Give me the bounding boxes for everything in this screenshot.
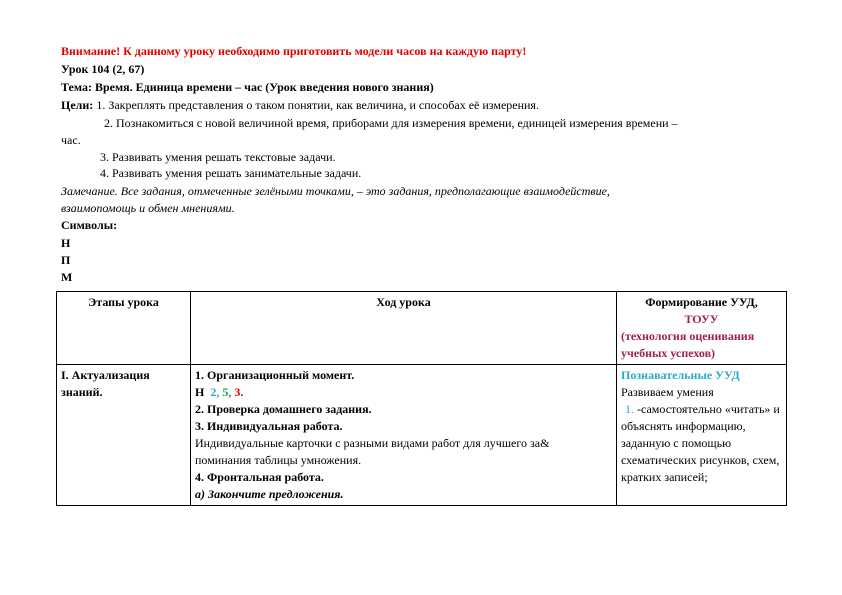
theme-label: Тема: (61, 80, 92, 94)
course-cell (191, 365, 617, 506)
table-row (57, 365, 787, 506)
item-3: 3. Индивидуальная работа. (195, 419, 343, 433)
note-line-1: Замечание. Все задания, отмеченные зелёными точками, – это задания, предполагающие взаимодействие, (61, 184, 610, 198)
item-4-sub: а) Закончите предложения. (195, 487, 344, 501)
lesson-number: Урок 104 (2, 67) (61, 62, 145, 76)
header-uud-touu: ТОУУ (684, 312, 719, 326)
header-uud-line1: Формирование УУД, (645, 295, 758, 309)
stage-title: I. Актуализация знаний. (61, 368, 150, 399)
item-3-text: Индивидуальные карточки с разными видами работ для лучшего за& (195, 436, 550, 450)
theme-text: Время. Единица времени – час (Урок введения нового знания) (94, 80, 434, 94)
note-line-2: взаимопомощь и обмен мнениями. (61, 201, 235, 215)
stage-cell (57, 365, 191, 506)
table-header-row (57, 292, 787, 365)
warning-line: Внимание! К данному уроку необходимо приготовить модели часов на каждую парту! (61, 44, 527, 58)
item-2: 2. Проверка домашнего задания. (195, 402, 372, 416)
goal-2b: час. (61, 133, 81, 147)
uud-cell (617, 365, 787, 506)
marker-num-c: 3. (234, 385, 244, 399)
uud-num: 1. (625, 402, 634, 416)
header-uud (617, 292, 787, 365)
lesson-table (56, 291, 787, 506)
item-4: 4. Фронтальная работа. (195, 470, 324, 484)
uud-text: -самостоятельно «читать» и объяснять информацию, заданную с помощью схематических рисунков, схем, кратких записей; (621, 402, 780, 484)
item-3-text-2: поминания таблицы умножения. (195, 453, 362, 467)
symbol-p: П (61, 253, 71, 267)
goal-4: 4. Развивать умения решать занимательные задачи. (100, 166, 362, 180)
uud-develop: Развиваем умения (621, 385, 714, 399)
uud-title: Познавательные УУД (621, 368, 740, 382)
goal-3: 3. Развивать умения решать текстовые задачи. (100, 150, 336, 164)
goals-label: Цели: (61, 98, 94, 112)
symbols-label: Символы: (61, 218, 118, 232)
markers-line (195, 384, 612, 401)
goal-1: 1. Закреплять представления о таком понятии, как величина, и способах её измерения. (96, 98, 539, 112)
symbol-n: Н (61, 236, 71, 250)
header-course: Ход урока (191, 292, 617, 365)
goal-2a: 2. Познакомиться с новой величиной время, приборами для измерения времени, единицей измерения времени – (104, 116, 678, 130)
marker-num-a: 2, (210, 385, 220, 399)
item-1: 1. Организационный момент. (195, 368, 355, 382)
goals-line (61, 97, 539, 113)
header-uud-tech: (технология оценивания учебных успехов) (621, 329, 755, 360)
marker-n: Н (195, 385, 205, 399)
theme-line (61, 79, 434, 95)
symbol-m: М (61, 270, 73, 284)
header-stages: Этапы урока (57, 292, 191, 365)
marker-num-b: 5, (222, 385, 232, 399)
